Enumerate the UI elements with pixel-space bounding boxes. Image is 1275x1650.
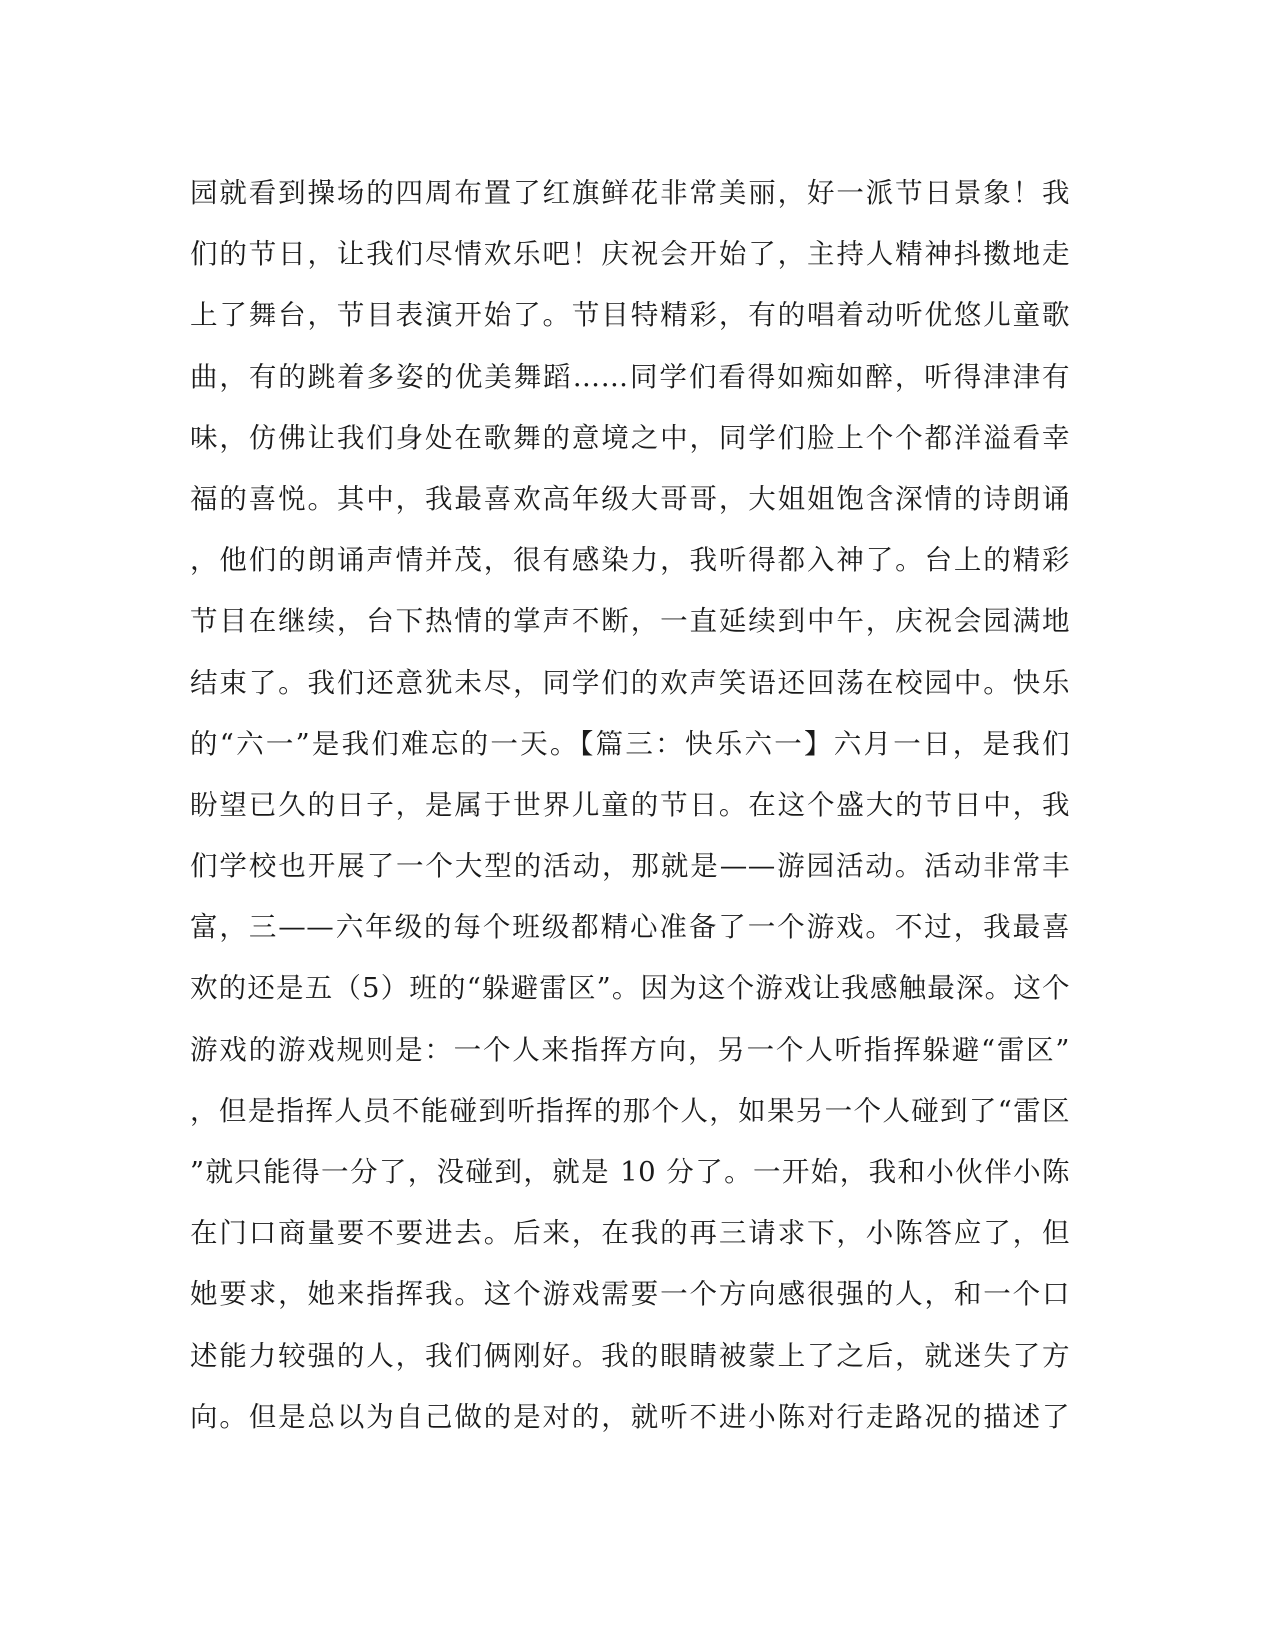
text-line: 福的喜悦。其中，我最喜欢高年级大哥哥，大姐姐饱含深情的诗朗诵 <box>190 482 1070 515</box>
text-line: 们学校也开展了一个大型的活动，那就是——游园活动。活动非常丰 <box>190 850 1070 883</box>
text-line: ”就只能得一分了，没碰到，就是 10 分了。一开始，我和小伙伴小陈 <box>190 1156 1070 1188</box>
text-line: 在门口商量要不要进去。后来，在我的再三请求下，小陈答应了，但 <box>190 1217 1070 1250</box>
text-line: 们的节日，让我们尽情欢乐吧！庆祝会开始了，主持人精神抖擞地走 <box>190 238 1070 271</box>
text-line: 味，仿佛让我们身处在歌舞的意境之中，同学们脸上个个都洋溢看幸 <box>190 421 1070 454</box>
text-line: 欢的还是五（5）班的“躲避雷区”。因为这个游戏让我感触最深。这个 <box>190 972 1070 1005</box>
text-line: 她要求，她来指挥我。这个游戏需要一个方向感很强的人，和一个口 <box>190 1278 1070 1311</box>
text-line: ，但是指挥人员不能碰到听指挥的那个人，如果另一个人碰到了“雷区 <box>190 1094 1070 1127</box>
text-line: ，他们的朗诵声情并茂，很有感染力，我听得都入神了。台上的精彩 <box>190 544 1070 577</box>
text-line: 曲，有的跳着多姿的优美舞蹈……同学们看得如痴如醉，听得津津有 <box>190 360 1070 393</box>
text-line: 结束了。我们还意犹未尽，同学们的欢声笑语还回荡在校园中。快乐 <box>190 666 1070 699</box>
text-line: 述能力较强的人，我们俩刚好。我的眼睛被蒙上了之后，就迷失了方 <box>190 1339 1070 1372</box>
text-line: 节目在继续，台下热情的掌声不断，一直延续到中午，庆祝会园满地 <box>190 605 1070 638</box>
text-line: 富，三——六年级的每个班级都精心准备了一个游戏。不过，我最喜 <box>190 911 1070 944</box>
text-line: 游戏的游戏规则是：一个人来指挥方向，另一个人听指挥躲避“雷区” <box>190 1033 1070 1066</box>
text-line: 盼望已久的日子，是属于世界儿童的节日。在这个盛大的节日中，我 <box>190 788 1070 821</box>
body-text <box>190 163 1070 1448</box>
text-line: 上了舞台，节目表演开始了。节目特精彩，有的唱着动听优悠儿童歌 <box>190 299 1070 332</box>
text-line: 的“六一”是我们难忘的一天。【篇三：快乐六一】六月一日，是我们 <box>190 727 1070 760</box>
text-line: 园就看到操场的四周布置了红旗鲜花非常美丽，好一派节日景象！我 <box>190 177 1070 209</box>
text-line: 向。但是总以为自己做的是对的，就听不进小陈对行走路况的描述了 <box>190 1400 1070 1433</box>
